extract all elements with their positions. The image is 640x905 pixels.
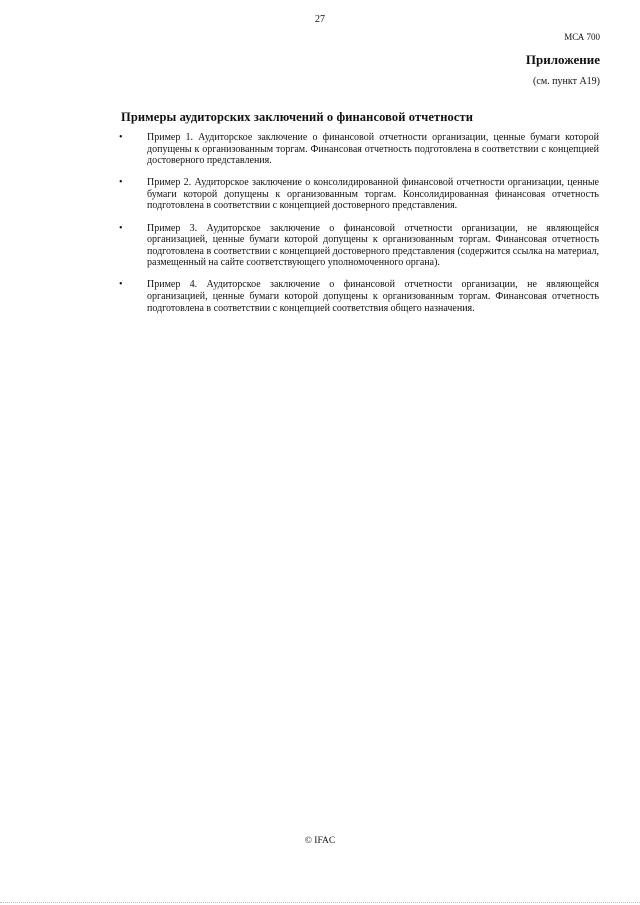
appendix-title: Приложение [525, 52, 600, 67]
bullet-icon: • [119, 132, 123, 143]
list-item-example-1 [121, 132, 599, 167]
list-item-example-2 [121, 177, 599, 212]
bullet-icon: • [119, 177, 123, 189]
bottom-divider [0, 902, 640, 903]
example-list [121, 132, 599, 325]
page-number: 27 [315, 14, 325, 25]
section-heading: Примеры аудиторских заключений о финансовой отчетности [121, 110, 474, 124]
list-item-example-4 [121, 279, 599, 314]
example-text: Пример 1. Аудиторское заключение о финансовой отчетности организации, ценные бумаги которой допущены к организованным торгам. Финансовая отчетность подготовлена в соответствии с концепцией достоверного представления. [147, 132, 599, 167]
appendix-reference: (см. пункт A19) [533, 76, 600, 87]
example-text: Пример 4. Аудиторское заключение о финансовой отчетности организации, не являющейся организацией, ценные бумаги которой допущены к организованным торгам. Финансовая отчетность подготовлена в соответствии с концепцией соответствия общего назначения. [147, 279, 599, 314]
standard-code: МСА 700 [564, 32, 600, 42]
footer-copyright: © IFAC [304, 836, 336, 846]
bullet-icon: • [119, 222, 123, 234]
list-item-example-3 [121, 223, 599, 269]
example-text: Пример 3. Аудиторское заключение о финансовой отчетности организации, не являющейся организацией, ценные бумаги которой допущены к организованным торгам. Финансовая отчетность подготовлена в соответствии с концепцией достоверного представления (содержится ссылка на материал, размещенный на сайте соответствующего уполномоченного органа). [147, 222, 599, 269]
bullet-icon: • [119, 279, 123, 291]
example-text: Пример 2. Аудиторское заключение о консолидированной финансовой отчетности организации, ценные бумаги которой допущены к организованным торгам. Консолидированная финансовая отчетность подготовлена в соответствии с концепцией достоверного представления. [147, 177, 599, 212]
